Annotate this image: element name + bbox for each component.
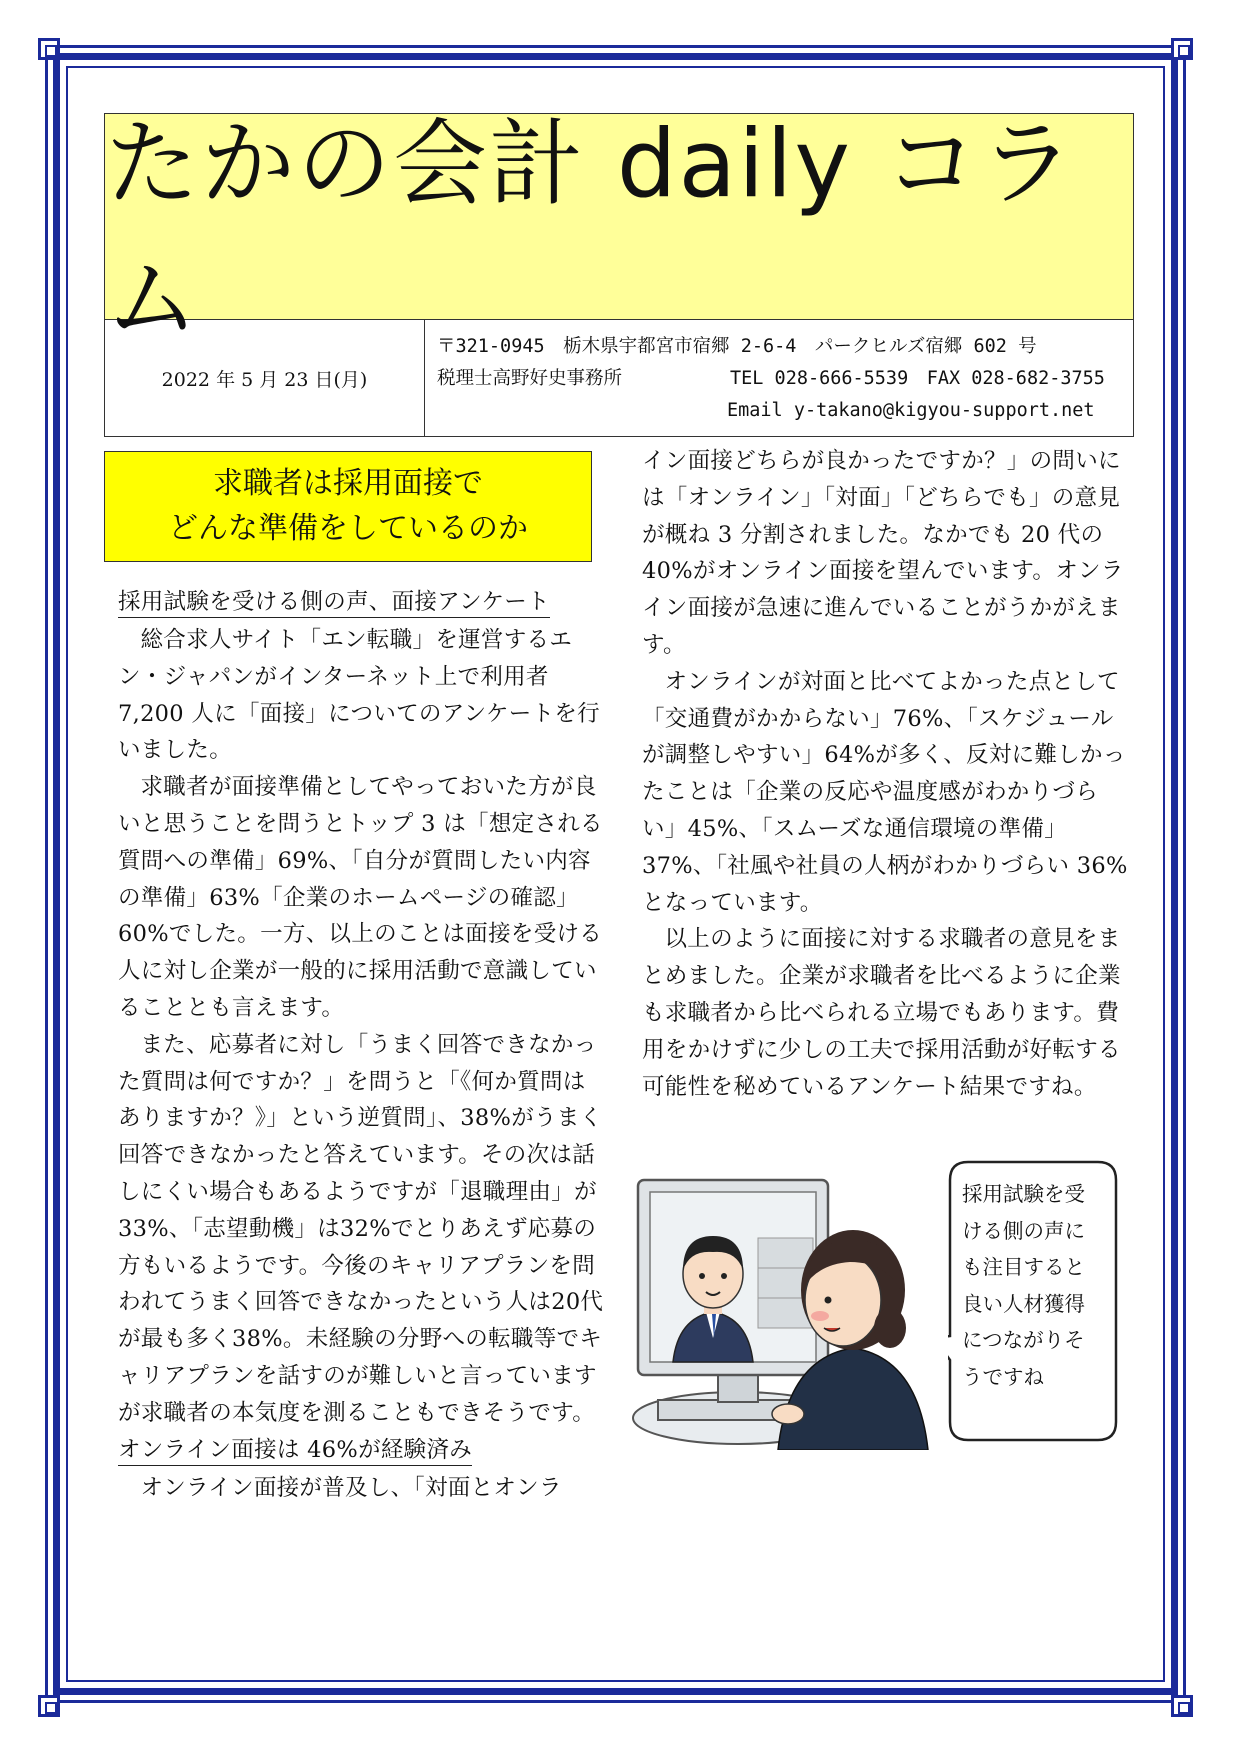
corner-ornament-bottom-left [38,1695,60,1717]
section-heading-survey: 採用試験を受ける側の声、面接アンケート [118,587,550,618]
corner-ornament-bottom-right [1171,1695,1193,1717]
paragraph-4-start: オンライン面接が普及し、「対面とオンラ [140,1474,562,1501]
paragraph-3: また、応募者に対し「うまく回答できなかった質問は何ですか？」を問うと「《何か質問はありますか？》」という逆質問」、38%がうまく回答できなかったと答えています。その次は話しにくい場合もあるようですが「退職理由」が33%、「志望動機」は32%でとりあえず応募の方もいるようです。今後のキャリアプランを問われてうまく回答できなかったという人は20代が最も多く38%。未経験の分野への転職等でキャリアプランを話すのが難しいと言っていますが求職者の本気度を測ることもできそうです。 [118,1031,604,1426]
paragraph-2: 求職者が面接準備としてやっておいた方が良いと思うことを問うとトップ 3 は「想定される質問への準備」69%、「自分が質問したい内容の準備」63%「企業のホームページの確認」60%でした。一方、以上のことは面接を受ける人に対し企業が一般的に採用活動で意識していることとも言えます。 [118,774,603,1021]
article-headline [104,451,592,562]
paragraph-4-continued: イン面接どちらが良かったですか？」の問いには「オンライン」「対面」「どちらでも」の意見が概ね 3 分割されました。なかでも 20 代の 40%がオンライン面接を望んでいます。オンライン面接が急速に進んでいることがうかがえます。 [642,448,1124,658]
article-column-right [642,443,1130,1105]
section-heading-online: オンライン面接は 46%が経験済み [118,1435,472,1466]
article-column-left [118,584,604,1506]
corner-ornament-top-right [1171,38,1193,60]
page-title: たかの会計 daily コラム [105,109,1076,354]
paragraph-1: 総合求人サイト「エン転職」を運営するエン・ジャパンがインターネット上で利用者 7,200 人に「面接」についてのアンケートを行いました。 [118,627,600,764]
paragraph-6: 以上のように面接に対する求職者の意見をまとめました。企業が求職者を比べるように企業も求職者から比べられる立場でもあります。費用をかけずに少しの工夫で採用活動が好転する可能性を秘めているアンケート結果ですね。 [642,926,1121,1100]
office-email: Email y-takano@kigyou-support.net [727,400,1095,421]
masthead [104,109,1134,437]
headline-line-1: 求職者は採用面接で [213,466,483,501]
office-address: 〒321-0945 栃木県宇都宮市宿郷 2-6-4 パークヒルズ宿郷 602 号 [437,336,1037,357]
issue-date: 2022 年 5 月 23 日(月) [105,320,425,436]
paragraph-5: オンラインが対面と比べてよかった点として「交通費がかからない」76%、「スケジュールが調整しやすい」64%が多く、反対に難しかったことは「企業の反応や温度感がわかりづらい」45%、「スムーズな通信環境の準備」37%、「社風や社員の人柄がわかりづらい 36%となっています。 [642,668,1128,916]
office-info [425,320,1133,436]
office-name: 税理士高野好史事務所 [437,368,623,389]
corner-ornament-top-left [38,38,60,60]
headline-line-2: どんな準備をしているのか [168,511,528,546]
speech-bubble-text: 採用試験を受 ける側の声に も注目すると 良い人材獲得 につながりそ うですね [962,1182,1085,1389]
office-phone-fax: TEL 028-666-5539 FAX 028-682-3755 [730,368,1105,389]
online-interview-illustration [628,1178,938,1450]
